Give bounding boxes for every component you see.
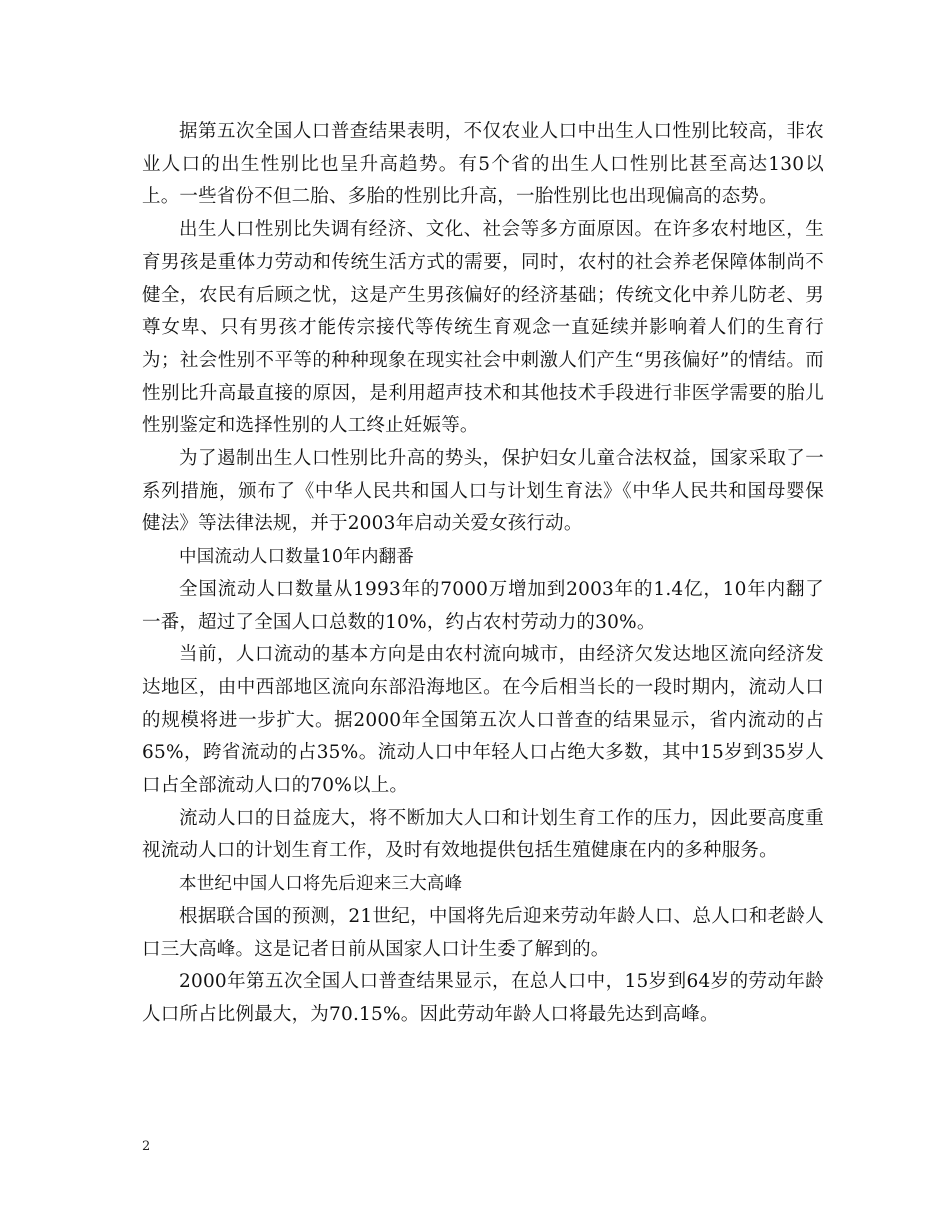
paragraph: 出生人口性别比失调有经济、文化、社会等多方面原因。在许多农村地区，生育男孩是重体力劳动和传统生活方式的需要，同时，农村的社会养老保障体制尚不健全，农民有后顾之忧，这是产生男孩偏好的经济基础；传统文化中养儿防老、男尊女卑、只有男孩才能传宗接代等传统生育观念一直延续并影响着人们的生育行为；社会性别不平等的种种现象在现实社会中刺激人们产生“男孩偏好”的情结。而性别比升高最直接的原因，是利用超声技术和其他技术手段进行非医学需要的胎儿性别鉴定和选择性别的人工终止妊娠等。: [142, 219, 824, 437]
paragraph: 为了遏制出生人口性别比升高的势头，保护妇女儿童合法权益，国家采取了一系列措施，颁布了《中华人民共和国人口与计划生育法》《中华人民共和国母婴保健法》等法律法规，并于2003年启动关爱女孩行动。: [142, 448, 824, 535]
page-number: 2: [142, 1139, 151, 1154]
paragraph: 2000年第五次全国人口普查结果显示，在总人口中，15岁到64岁的劳动年龄人口所占比例最大，为70.15%。因此劳动年龄人口将最先达到高峰。: [142, 971, 824, 1025]
section-heading: 本世纪中国人口将先后迎来三大高峰: [179, 874, 463, 895]
document-body: [142, 116, 824, 1032]
paragraph: 当前，人口流动的基本方向是由农村流向城市，由经济欠发达地区流向经济发达地区，由中西部地区流向东部沿海地区。在今后相当长的一段时期内，流动人口的规模将进一步扩大。据2000年全国第五次人口普查的结果显示，省内流动的占65%，跨省流动的占35%。流动人口中年轻人口占绝大多数，其中15岁到35岁人口占全部流动人口的70%以上。: [142, 644, 824, 797]
paragraph: 全国流动人口数量从1993年的7000万增加到2003年的1.4亿，10年内翻了一番，超过了全国人口总数的10%，约占农村劳动力的30%。: [142, 578, 824, 633]
paragraph: 流动人口的日益庞大，将不断加大人口和计划生育工作的压力，因此要高度重视流动人口的计划生育工作，及时有效地提供包括生殖健康在内的多种服务。: [142, 807, 824, 862]
section-heading: 中国流动人口数量10年内翻番: [179, 547, 415, 568]
paragraph: 据第五次全国人口普查结果表明，不仅农业人口中出生人口性别比较高，非农业人口的出生性别比也呈升高趋势。有5个省的出生人口性别比甚至高达130以上。一些省份不但二胎、多胎的性别比升高，一胎性别比也出现偏高的态势。: [142, 121, 824, 208]
paragraph: 根据联合国的预测，21世纪，中国将先后迎来劳动年龄人口、总人口和老龄人口三大高峰。这是记者日前从国家人口计生委了解到的。: [142, 905, 824, 960]
